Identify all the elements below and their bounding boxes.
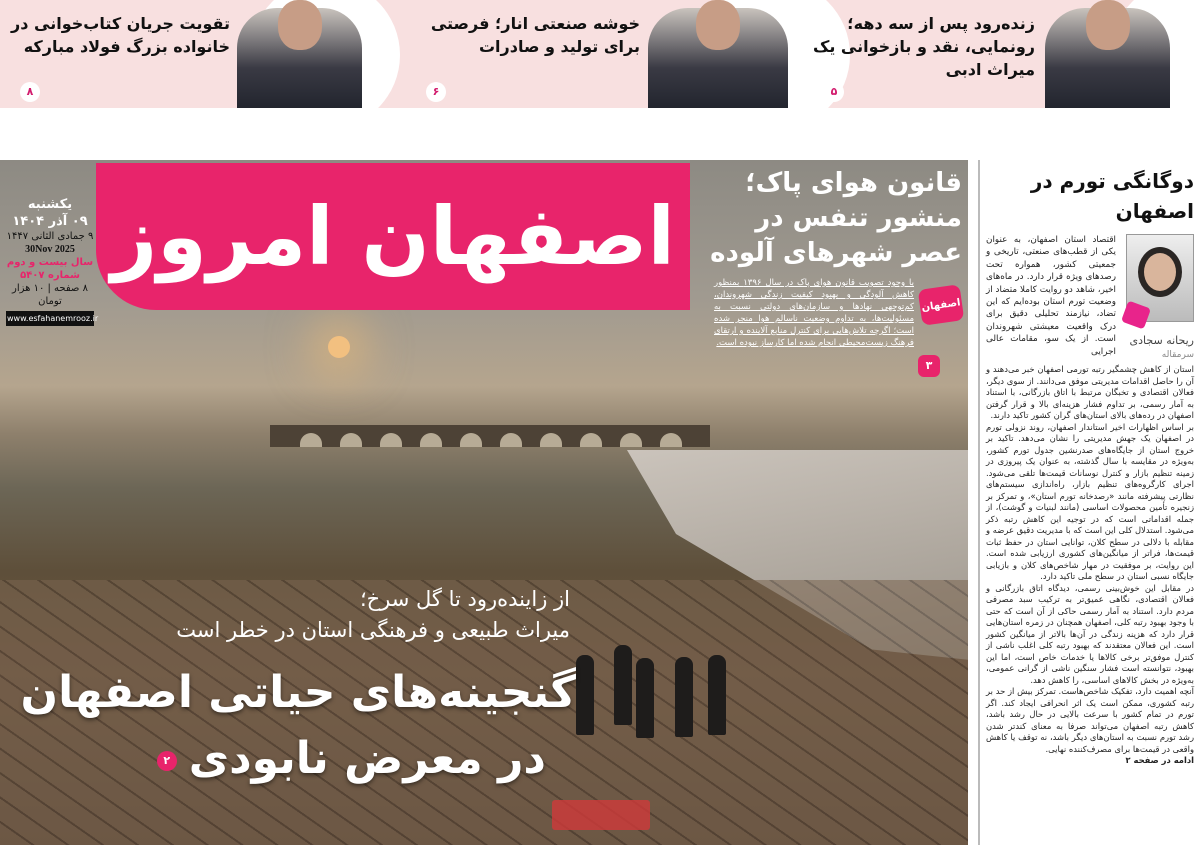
weekday: یکشنبه bbox=[27, 197, 73, 212]
gregorian-date: 30Nov 2025 bbox=[25, 244, 75, 255]
main-kicker bbox=[100, 584, 570, 646]
date-block bbox=[6, 196, 99, 326]
teaser-title: خوشه صنعتی انار؛ فرصتی برای تولید و صادرات bbox=[430, 14, 640, 56]
teaser-face bbox=[278, 0, 322, 50]
kicker-line: از زاینده‌رود تا گل سرخ؛ bbox=[359, 587, 570, 611]
main-headline[interactable] bbox=[6, 660, 576, 792]
page-number: ۶ bbox=[426, 82, 446, 102]
khaju-bridge bbox=[270, 425, 710, 447]
teaser-zendeh-rud[interactable] bbox=[800, 0, 1200, 108]
persian-date: ۰۹ آذر ۱۴۰۴ bbox=[12, 214, 88, 229]
editorial-column bbox=[978, 160, 1200, 845]
author-role: سرمقاله bbox=[1161, 350, 1194, 360]
page-number: ۳ bbox=[918, 355, 940, 377]
page-number: ۸ bbox=[20, 82, 40, 102]
person bbox=[636, 658, 654, 738]
editorial-title[interactable]: دوگانگی تورم در اصفهان bbox=[1030, 169, 1194, 223]
person bbox=[614, 645, 632, 725]
person bbox=[576, 655, 594, 735]
headline-text: در معرض نابودی bbox=[188, 733, 546, 784]
teaser-strip bbox=[0, 0, 1200, 108]
price: ۸ صفحه | ۱۰ هزار تومان bbox=[12, 283, 88, 307]
teaser-pomegranate[interactable] bbox=[400, 0, 800, 108]
headline-line: گنجینه‌های حیاتی اصفهان bbox=[20, 667, 576, 718]
side-story-title[interactable]: قانون هوای پاک؛ منشور تنفس در عصر شهرهای آلوده bbox=[710, 168, 962, 268]
continued-link[interactable]: ادامه در صفحه ۲ bbox=[1125, 755, 1194, 765]
headline-line-2 bbox=[6, 726, 576, 792]
paragraph: بر اساس اظهارات اخیر استاندار اصفهان، روند نزولی تورم در اصفهان یک جهش مدیریتی را نشان می‌دهد. تاکید بر خروج استان از جایگاه‌های صدرنشین جدول تورم کشور، به‌ویژه در مقایسه با سال گذشته، به عنوان یک پیروزی در زمینه تنظیم بازار و کنترل نوسانات قیمت‌ها تلقی می‌شود. اجرای کارگروه‌های تنظیم بازار، راه‌اندازی سیستم‌های نظارتی پیشرفته مانند «رصدخانه تورم استان»، و تمرکز بر زنجیره تأمین محصولات اساسی (مانند لبنیات و گوشت)، از جمله اقداماتی است که در توجیه این کاهش رتبه ذکر می‌شود. استدلال کلی این است که با مدیریت دقیق عرضه و مقابله با دلالی در سطح کلان، توانایی استان در حفظ ثبات قیمت‌ها، فراتر از میانگین‌های کشوری ارزیابی شده است. این روایت، بر موفقیت در مهار شاخص‌های کلان و بازیابی جایگاه نسبی استان در سطح ملی تاکید دارد. bbox=[986, 421, 1194, 581]
side-story-summary: با وجود تصویب قانون هوای پاک در سال ۱۳۹۶ بمنظور کاهش آلودگی و بهبود کیفیت زندگی شهروندان، کم‌توجهی نهادها و سازمان‌های دولتی نسبت به مسئولیت‌ها، به تداوم وضعیت ناسالم هوا منجر شده است؛ اگرچه تلاش‌هایی برای کنترل منابع آلاینده و ارتقای فرهنگ زیست‌محیطی انجام شده اما کارساز نبوده است. bbox=[714, 278, 915, 348]
editorial-body bbox=[986, 364, 1194, 767]
paragraph: آنچه اهمیت دارد، تفکیک شاخص‌هاست. تمرکز بیش از حد بر رتبه کشوری، ممکن است یک اثر انحرافی ایجاد کند. اگر تورم در تمام کشور با سرعت بالایی در حال رشد باشد، کاهش رتبه اصفهان می‌تواند صرفا به معنای کندتر شدن رشد تورم نسبت به استان‌های دیگر باشد، نه توقف یا کاهش واقعی در قیمت‌ها برای مصرف‌کننده نهایی. bbox=[986, 686, 1194, 754]
website[interactable]: www.esfahanemrooz.ir bbox=[6, 311, 94, 326]
issue-number: شماره ۵۴۰۷ bbox=[20, 270, 80, 281]
page-number: ۵ bbox=[824, 82, 844, 102]
paragraph: استان از کاهش چشمگیر رتبه تورمی اصفهان خبر می‌دهند و آن را حاصل اقدامات مدیریتی موفق می‌دانند. از سوی دیگر، فعالان اقتصادی و تخبگان مرتبط با اتاق بازرگانی، با استناد به آمار رسمی، بر تداوم فشار هزینه‌ای بالا و قرار گرفتن اصفهان در رده‌های بالای استان‌های گران کشور تاکید دارند. bbox=[986, 364, 1194, 420]
sun bbox=[328, 336, 350, 358]
page-number: ۲ bbox=[157, 751, 177, 771]
teaser-face bbox=[696, 0, 740, 50]
teaser-title: زنده‌رود پس از سه دهه؛ رونمایی، نقد و بازخوانی یک میراث ادبی bbox=[812, 14, 1035, 79]
side-story-row bbox=[698, 277, 962, 349]
author-block bbox=[1122, 234, 1194, 360]
paragraph: در مقابل این خوش‌بینی رسمی، دیدگاه اتاق بازرگانی و فعالان اقتصادی، نگاهی عمیق‌تر به ترکیب سبد مصرفی مردم دارد. استناد به آمار رسمی حاکی از آن است که حتی با وجود بهبود رتبه کلی، اصفهان همچنان در زمره استان‌هایی قرار دارد که هزینه زندگی در آن‌ها بالاتر از میانگین کشور است. این فعالان معتقدند که بهبود رتبه کلی اغلب ناشی از کنترل موفق‌تر برخی کالاها یا خدمات خاص است، اما این بهبود، نتوانسته است فشار سنگین ناشی از گرانی عمومی، به‌ویژه در بخش کالاهای اساسی، را کاهش دهد. bbox=[986, 582, 1194, 685]
teaser-face bbox=[1086, 0, 1130, 50]
kicker-line: میراث طبیعی و فرهنگی استان در خطر است bbox=[176, 618, 570, 642]
author-name: ریحانه سجادی bbox=[1129, 334, 1194, 347]
editorial-top bbox=[986, 234, 1194, 360]
teaser-title: تقویت جریان کتاب‌خوانی در خانواده بزرگ فولاد مبارکه bbox=[11, 14, 230, 56]
side-story bbox=[698, 166, 962, 377]
masthead-logo: اصفهان امروز bbox=[96, 163, 690, 310]
person bbox=[708, 655, 726, 735]
year: سال بیست و دوم bbox=[6, 257, 94, 268]
hijri-date: ۹ جمادی الثانی ۱۴۴۷ bbox=[6, 231, 94, 242]
watermark bbox=[552, 800, 650, 830]
teaser-steel[interactable] bbox=[0, 0, 400, 108]
section-tag: اصفهان bbox=[918, 284, 965, 325]
person bbox=[675, 657, 693, 737]
editorial-intro: اقتصاد استان اصفهان، به عنوان یکی از قطب‌های صنعتی، تاریخی و جمعیتی کشور، همواره تحت رصدهای ویژه قرار دارد. در ماه‌های اخیر، شاهد دو روایت کاملا متضاد از وضعیت تورم استان بوده‌ایم که این تضاد، نیازمند تحلیلی دقیق برای درک واقعیت معیشتی شهروندان است. از یک سو، مقامات عالی اجرایی bbox=[986, 235, 1116, 357]
